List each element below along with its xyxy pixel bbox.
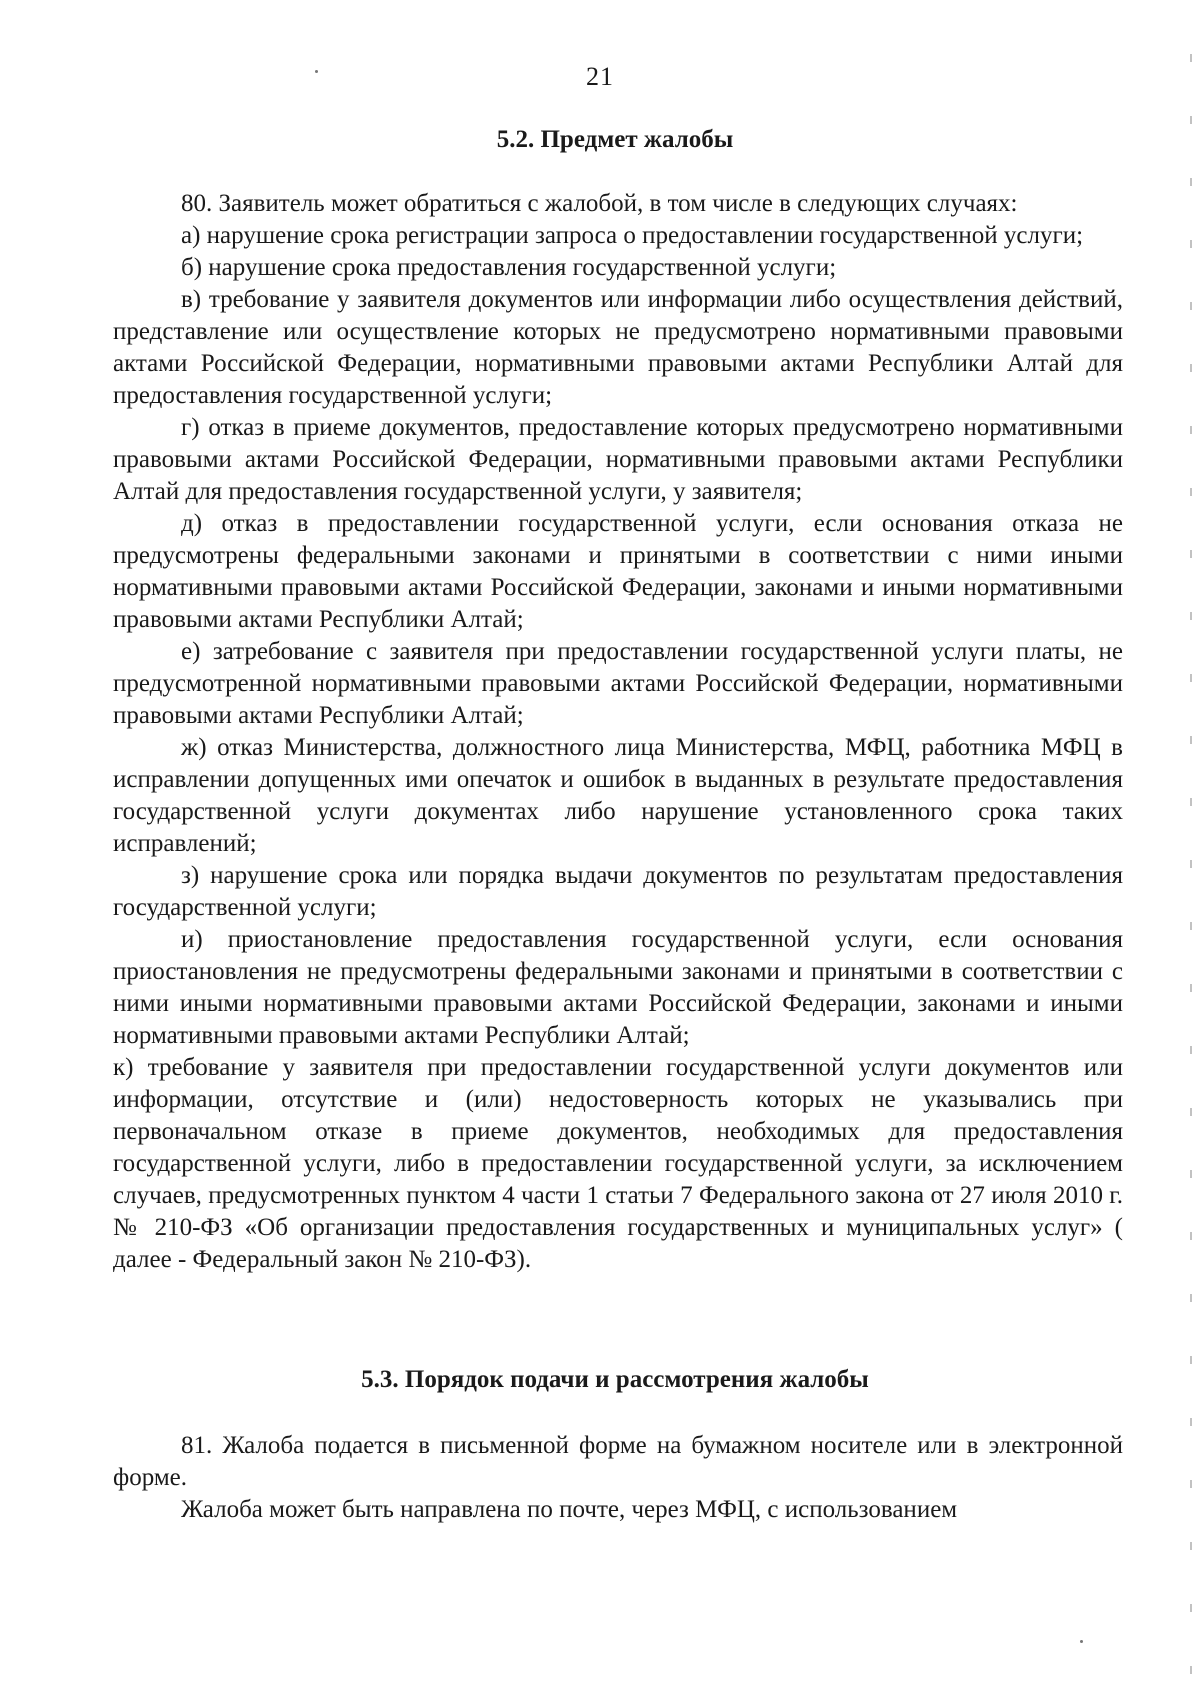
- scan-speck: [1080, 1640, 1083, 1643]
- list-item-z: з) нарушение срока или порядка выдачи документов по результатам предоставления государственной услуги;: [113, 862, 1123, 921]
- list-item-e: е) затребование с заявителя при предоставлении государственной услуги платы, не предусмотренной нормативными правовыми актами Российской Федерации, нормативными правовыми актами Республики Алтай;: [113, 638, 1123, 729]
- list-item-d: д) отказ в предоставлении государственной услуги, если основания отказа не предусмотрены федеральными законами и принятыми в соответствии с ними иными нормативными правовыми актами Российской Федерации, законами и иными нормативными правовыми актами Республики Алтай;: [113, 510, 1123, 633]
- list-item-k: к) требование у заявителя при предоставлении государственной услуги документов или информации, отсутствие и (или) недостоверность которых не указывались при первоначальном отказе в приеме документов, необходимых для предоставления государственной услуги, либо в предоставлении государственной услуги, за исключением случаев, предусмотренных пунктом 4 части 1 статьи 7 Федерального закона от 27 июля 2010 г. № 210-ФЗ «Об организации предоставления государственных и муниципальных услуг» ( далее - Федеральный закон № 210-ФЗ).: [113, 1054, 1123, 1273]
- section-5-3-body: [113, 1430, 1123, 1526]
- list-item-zh: ж) отказ Министерства, должностного лица Министерства, МФЦ, работника МФЦ в исправлении допущенных ими опечаток и ошибок в выданных в результате предоставления государственной услуги документах либо нарушение установленного срока таких исправлений;: [113, 734, 1123, 857]
- page-number: 21: [586, 62, 614, 91]
- paragraph-81-continuation: Жалоба может быть направлена по почте, через МФЦ, с использованием: [181, 1496, 958, 1523]
- list-item-b: б) нарушение срока предоставления государственной услуги;: [181, 254, 837, 281]
- section-heading-5-3: 5.3. Порядок подачи и рассмотрения жалобы: [361, 1366, 869, 1393]
- scan-edge-artifact: [1190, 0, 1192, 1685]
- list-item-i: и) приостановление предоставления государственной услуги, если основания приостановления не предусмотрены федеральными законами и принятыми в соответствии с ними иными нормативными правовыми актами Российской Федерации, законами и иными нормативными правовыми актами Республики Алтай;: [113, 926, 1123, 1049]
- paragraph-81: 81. Жалоба подается в письменной форме на бумажном носителе или в электронной форме.: [113, 1432, 1123, 1491]
- list-item-v: в) требование у заявителя документов или информации либо осуществления действий, представление или осуществление которых не предусмотрено нормативными правовыми актами Российской Федерации, нормативными правовыми актами Республики Алтай для предоставления государственной услуги;: [113, 286, 1123, 409]
- paragraph-80: 80. Заявитель может обратиться с жалобой, в том числе в следующих случаях:: [181, 190, 1018, 217]
- section-heading-5-2: 5.2. Предмет жалобы: [496, 126, 734, 153]
- list-item-g: г) отказ в приеме документов, предоставление которых предусмотрено нормативными правовыми актами Российской Федерации, нормативными правовыми актами Республики Алтай для предоставления государственной услуги, у заявителя;: [113, 414, 1123, 505]
- section-5-2-body: [113, 188, 1123, 1276]
- list-item-a: а) нарушение срока регистрации запроса о предоставлении государственной услуги;: [181, 222, 1084, 249]
